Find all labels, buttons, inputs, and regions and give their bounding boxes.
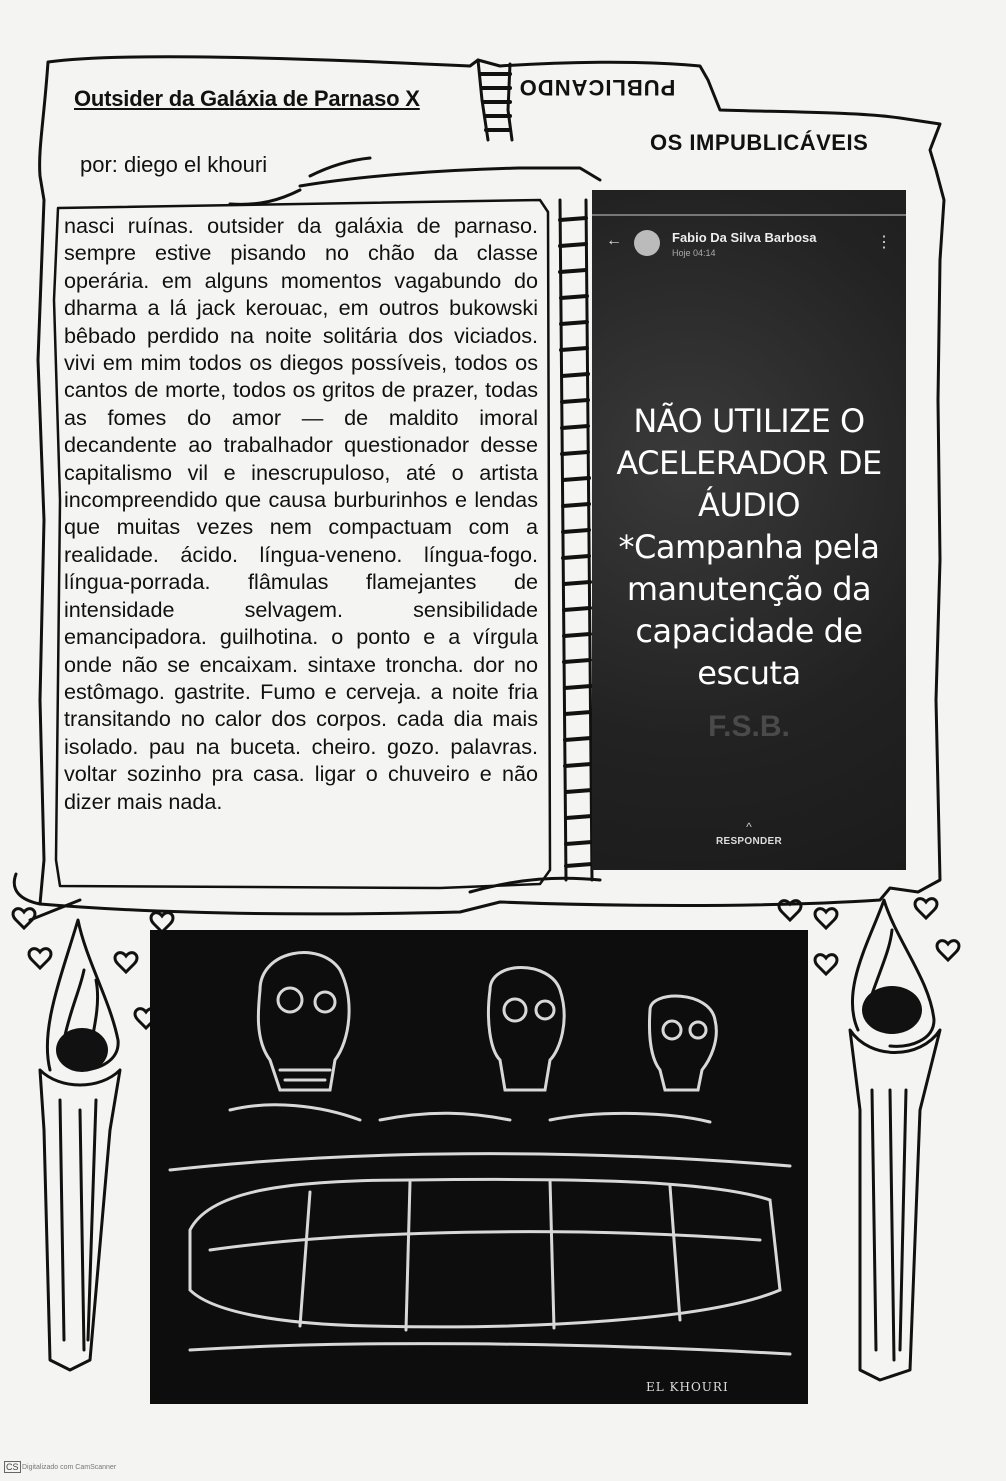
author-byline: por: diego el khouri [80, 152, 268, 177]
publicando-label: PUBLICANDO [518, 75, 676, 100]
story-message: NÃO UTILIZE O ACELERADOR DE ÁUDIO *Campanha pela manutenção da capacidade de escuta [616, 402, 882, 692]
camscanner-logo: CS [6, 1462, 19, 1472]
story-signature: F.S.B. [708, 710, 790, 743]
story-timestamp: Hoje 04:14 [672, 248, 716, 258]
chevron-up-icon: ^ [746, 820, 752, 834]
artist-signature: EL KHOURI [646, 1380, 729, 1394]
scanner-footer: Digitalizado com CamScanner [22, 1464, 117, 1471]
more-options-icon: ⋮ [876, 234, 892, 251]
skulls-drawing [150, 930, 808, 1404]
phone-story-screenshot [592, 190, 906, 870]
zine-title: Outsider da Galáxia de Parnaso X [74, 86, 420, 111]
avatar [634, 230, 660, 256]
story-progress-bar [592, 214, 906, 216]
back-arrow-icon: ← [606, 232, 622, 249]
series-title: OS IMPUBLICÁVEIS [650, 130, 869, 155]
reply-label: RESPONDER [715, 836, 783, 847]
story-user-name: Fabio Da Silva Barbosa [672, 230, 817, 245]
skulls-artwork [150, 930, 808, 1404]
article-text: nasci ruínas. outsider da galáxia de parnaso. sempre estive pisando no chão da classe operária. em alguns momentos vagabundo do dharma a lá jack kerouac, em outros bukowski bêbado perdido na noite solitária dos viciados. vivi em mim todos os diegos possíveis, todos os cantos de morte, todos os gritos de prazer, todas as fomes do amor — de maldito imoral decandente ao trabalhador questionador desse capitalismo vil e inescrupuloso, até o artista incompreendido que causa burburinhos e lendas que muitas vezes nem compactuam com a realidade. ácido. língua-veneno. língua-fogo. língua-porrada. flâmulas flamejantes de intensidade selvagem. sensibilidade emancipadora. guilhotina. o ponto e a vírgula onde não se encaixam. sintaxe troncha. dor no estômago. gastrite. Fumo e cerveja. a noite fria transitando no calor dos corpos. cada dia mais isolado. pau na buceta. cheiro. gozo. palavras. voltar sozinho pra casa. ligar o chuveiro e não dizer mais nada. [64, 213, 538, 814]
